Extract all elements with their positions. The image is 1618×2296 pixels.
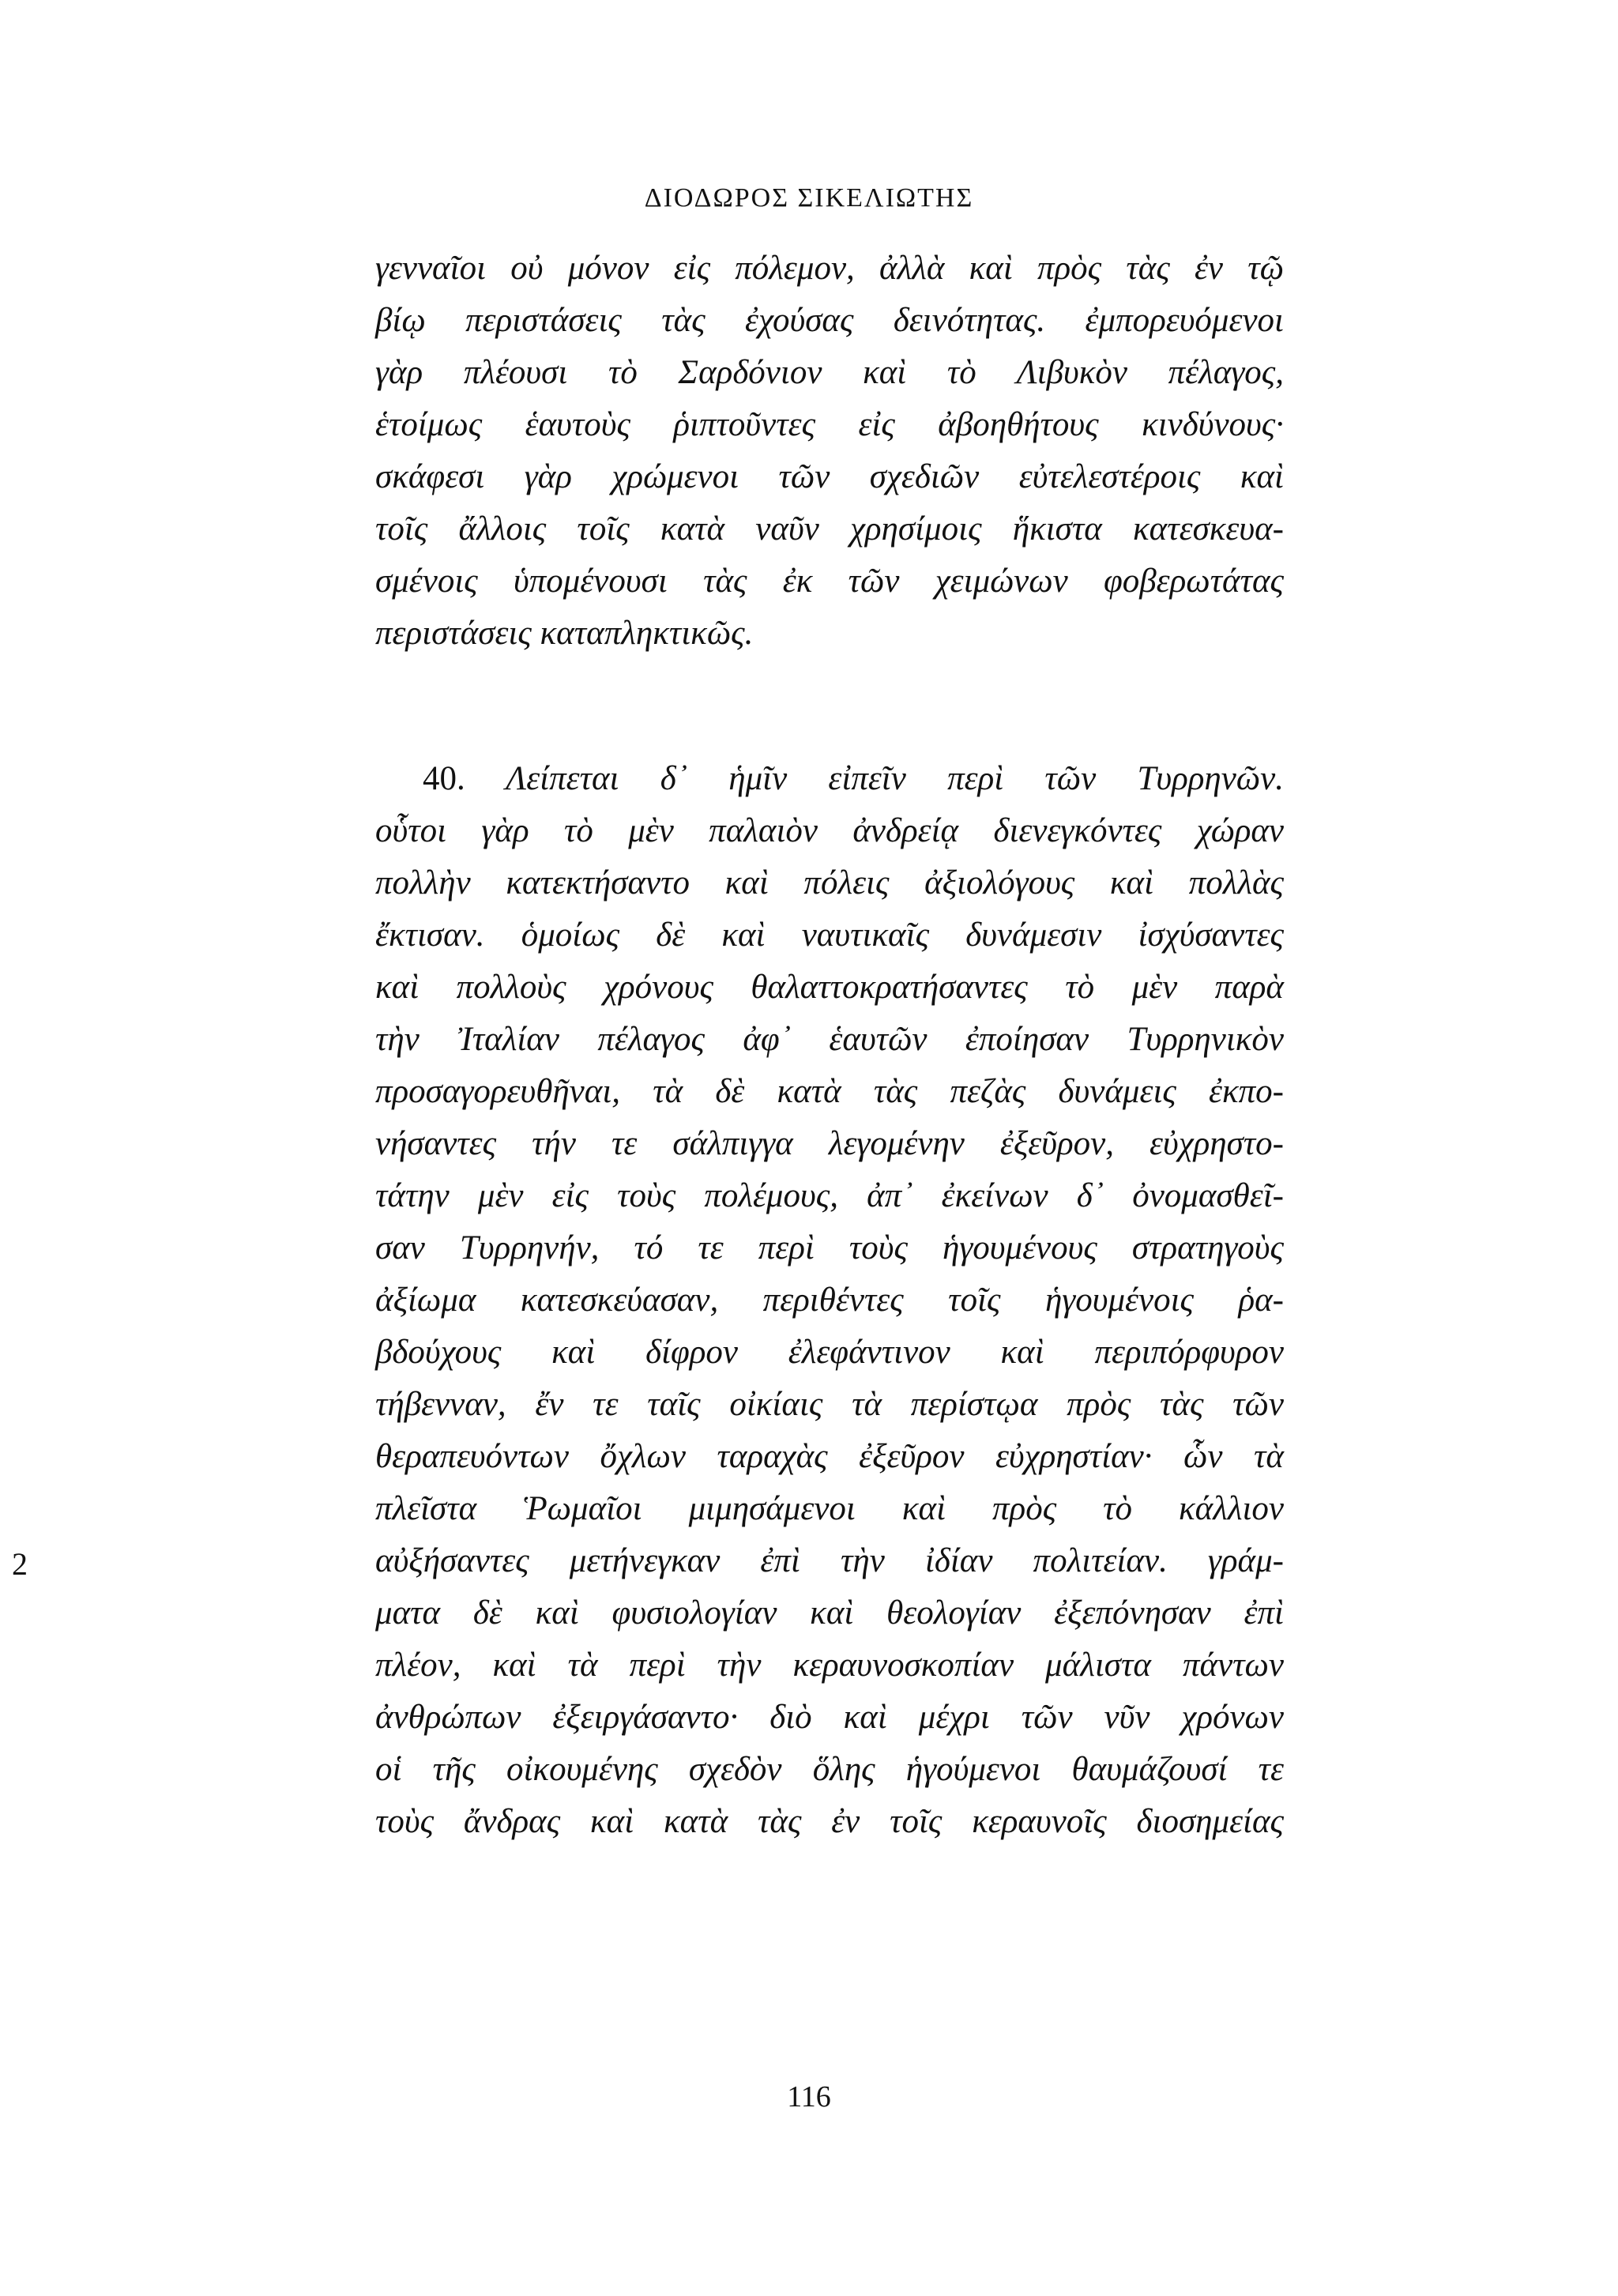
text-line: ἀνθρώπων ἐξειργάσαντο· διὸ καὶ μέχρι τῶν νῦν χρόνων [375,1699,1284,1736]
text-line: αὐξήσαντες μετήνεγκαν ἐπὶ τὴν ἰδίαν πολιτείαν. γράμ- [375,1542,1284,1579]
chapter-first-line-text: Λείπεται δ᾽ ἡμῖν εἰπεῖν περὶ τῶν Τυρρηνῶν. [506,760,1284,797]
text-line: σκάφεσι γὰρ χρώμενοι τῶν σχεδιῶν εὐτελεστέροις καὶ [375,458,1284,495]
text-line: βίῳ περιστάσεις τὰς ἐχούσας δεινότητας. ἐμπορευόμενοι [375,302,1284,339]
text-line: ἔκτισαν. ὁμοίως δὲ καὶ ναυτικαῖς δυνάμεσιν ἰσχύσαντες [375,917,1284,954]
text-line: πλεῖστα Ῥωμαῖοι μιμησάμενοι καὶ πρὸς τὸ κάλλιον [375,1490,1284,1527]
text-line: τοὺς ἄνδρας καὶ κατὰ τὰς ἐν τοῖς κεραυνοῖς διοσημείας [375,1803,1284,1840]
text-line: πολλὴν κατεκτήσαντο καὶ πόλεις ἀξιολόγους καὶ πολλὰς [375,864,1284,901]
chapter-first-line [423,762,1284,796]
chapter-number: 40. [423,760,465,797]
text-line: γενναῖοι οὐ μόνον εἰς πόλεμον, ἀλλὰ καὶ πρὸς τὰς ἐν τῷ [375,250,1284,287]
text-line: οὗτοι γὰρ τὸ μὲν παλαιὸν ἀνδρείᾳ διενεγκόντες χώραν [375,812,1284,849]
text-line: θεραπευόντων ὄχλων ταραχὰς ἐξεῦρον εὐχρηστίαν· ὧν τὰ [375,1438,1284,1475]
text-line: ἑτοίμως ἑαυτοὺς ῥιπτοῦντες εἰς ἀβοηθήτους κινδύνους· [375,406,1284,443]
text-line: πλέον, καὶ τὰ περὶ τὴν κεραυνοσκοπίαν μάλιστα πάντων [375,1647,1284,1684]
text-line: τοῖς ἄλλοις τοῖς κατὰ ναῦν χρησίμοις ἥκιστα κατεσκευα- [375,510,1284,548]
text-line: νήσαντες τήν τε σάλπιγγα λεγομένην ἐξεῦρον, εὐχρηστο- [375,1125,1284,1162]
section-marker: 2 [12,1546,28,1582]
text-line: τὴν Ἰταλίαν πέλαγος ἀφ᾽ ἑαυτῶν ἐποίησαν Τυρρηνικὸν [375,1021,1284,1058]
text-line: ματα δὲ καὶ φυσιολογίαν καὶ θεολογίαν ἐξεπόνησαν ἐπὶ [375,1594,1284,1632]
text-line: τάτην μὲν εἰς τοὺς πολέμους, ἀπ᾽ ἐκείνων δ᾽ ὀνομασθεῖ- [375,1177,1284,1214]
text-line: βδούχους καὶ δίφρον ἐλεφάντινον καὶ περιπόρφυρον [375,1334,1284,1371]
text-line: γὰρ πλέουσι τὸ Σαρδόνιον καὶ τὸ Λιβυκὸν πέλαγος, [375,354,1284,391]
text-line: σμένοις ὑπομένουσι τὰς ἐκ τῶν χειμώνων φοβερωτάτας [375,563,1284,600]
text-line-last: περιστάσεις καταπληκτικῶς. [375,615,754,652]
running-head: ΔΙΟΔΩΡΟΣ ΣΙΚΕΛΙΩΤΗΣ [644,183,974,213]
page-number: 116 [787,2080,831,2113]
text-line: τήβενναν, ἔν τε ταῖς οἰκίαις τὰ περίστῳα πρὸς τὰς τῶν [375,1386,1284,1423]
text-line: οἱ τῆς οἰκουμένης σχεδὸν ὅλης ἡγούμενοι θαυμάζουσί τε [375,1751,1284,1788]
text-line: σαν Τυρρηνήν, τό τε περὶ τοὺς ἡγουμένους στρατηγοὺς [375,1229,1284,1267]
text-line: προσαγορευθῆναι, τὰ δὲ κατὰ τὰς πεζὰς δυνάμεις ἐκπο- [375,1073,1284,1110]
text-line: ἀξίωμα κατεσκεύασαν, περιθέντες τοῖς ἡγουμένοις ῥα- [375,1282,1284,1319]
text-line: καὶ πολλοὺς χρόνους θαλαττοκρατήσαντες τὸ μὲν παρὰ [375,969,1284,1006]
